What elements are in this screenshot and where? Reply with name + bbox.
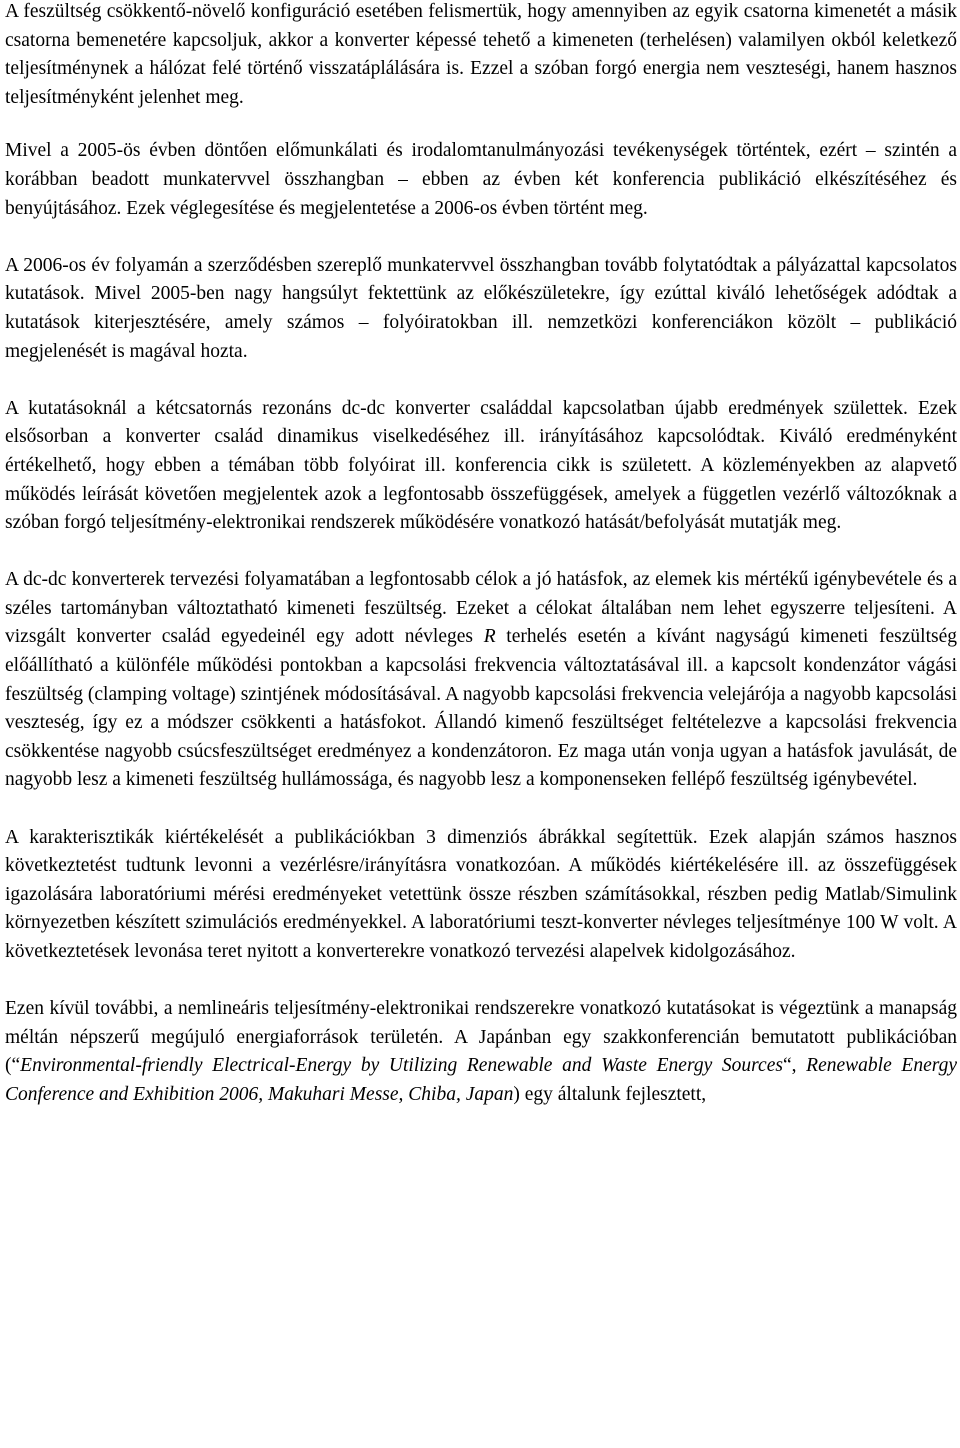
paragraph-design-goals-part2: terhelés esetén a kívánt nagyságú kimeneti feszültség előállítható a különféle működési pontokban a kapcsolási frekvencia változtatásával ill. a kapcsolt kondenzátor vágási feszültség (clamping voltage) szintjének módosításával. A nagyobb kapcsolási frekvencia velejárója a nagyobb kapcsolási veszteség, így ez a módszer csökkenti a hatásfokot. Állandó kimenő feszültséget feltételezve a kapcsolási frekvencia csökkentése nagyobb csúcsfeszültséget eredményez a kondenzátoron. Ez maga után vonja ugyan a hatásfok javulását, de nagyobb lesz a kimeneti feszültség hullámossága, és nagyobb lesz a komponenseken fellépő feszültség igénybevétel. [5,626,957,791]
paragraph-design-goals-part1: A dc-dc konverterek tervezési folyamatában a legfontosabb célok a jó hatásfok, az elemek kis mértékű igénybevétele és a széles tartományban változtatható kimeneti feszültség. Ezeket a célokat általában nem lehet egyszerre teljesíteni. A vizsgált konverter család egyedeinél egy adott névleges [5,569,957,648]
paragraph-2006-research: A 2006-os év folyamán a szerződésben szereplő munkatervvel összhangban tovább folytatódtak a pályázattal kapcsolatos kutatások. Mivel 2005-ben nagy hangsúlyt fektettünk az előkészületekre, így ezúttal kiváló lehetőségek adódtak a kutatások kiterjesztésére, amely számos – folyóiratokban ill. nemzetközi konferenciákon közölt – publikáció megjelenését is magával hozta. [5,254,957,362]
document-page [5,0,957,1110]
paragraph-3d-characteristics: A karakterisztikák kiértékelését a publikációkban 3 dimenziós ábrákkal segítettük. Ezek alapján számos hasznos következtetést tudtunk levonni a vezérlésre/irányításra vonatkozóan. A működés kiértékelésére ill. az összefüggések igazolására laboratóriumi mérési eredményeket vetettünk össze részben számításokkal, részben pedig Matlab/Simulink környezetben készített szimulációs eredményekkel. A laboratóriumi teszt-konverter névleges teljesítménye 100 W volt. A következtetések levonása teret nyitott a konverterekre vonatkozó tervezési alapelvek kidolgozásához. [5,826,957,962]
paragraph-renewable-part2: ) egy általunk fejlesztett, [513,1083,707,1105]
paragraph-design-goals [5,566,957,795]
paragraph-renewable-energy [5,995,957,1109]
publication-title: Environmental-friendly Electrical-Energy by Utilizing Renewable and Waste Energy Sources [20,1055,783,1077]
conference-name: Renewable Energy Conference and Exhibition 2006, Makuhari Messe, Chiba, Japan [5,1055,958,1105]
paragraph-resonant-converter: A kutatásoknál a kétcsatornás rezonáns dc-dc konverter családdal kapcsolatban újabb eredmények születtek. Ezek elsősorban a konverter család dinamikus viselkedéséhez ill. irányításához kapcsolódtak. Kiváló eredményként értékelhető, hogy ebben a témában több folyóirat ill. konferencia cikk is született. A közleményekben az alapvető működés leírását követően megjelentek azok a legfontosabb összefüggések, amelyek a független vezérlő változóknak a szóban forgó teljesítmény-elektronikai rendszerek működésére vonatkozó hatását/befolyását mutatják meg. [5,397,957,534]
paragraph-renewable-separator: “, [782,1055,807,1077]
paragraph-2005-preparations: Mivel a 2005-ös évben döntően előmunkálati és irodalomtanulmányozási tevékenységek történtek, ezért – szintén a korábban beadott munkatervvel összhangban – ebben az évben két konferencia publikáció elkészítéséhez és benyújtásához. Ezek véglegesítése és megjelentetése a 2006-os évben történt meg. [5,140,957,219]
load-symbol-r: R [483,626,496,648]
paragraph-bidirectional-feedback: A feszültség csökkentő-növelő konfiguráció esetében felismertük, hogy amennyiben az egyik csatorna kimenetét a másik csatorna bemenetére kapcsoljuk, akkor a konverter képessé tehető a kimeneten (terhelésen) valamilyen okból keletkező teljesítménynek a hálózat felé történő visszatáplálására is. Ezzel a szóban forgó energia nem veszteségi, hanem hasznos teljesítményként jelenhet meg. [5,1,957,108]
paragraph-renewable-part1: Ezen kívül további, a nemlineáris teljesítmény-elektronikai rendszerekre vonatkozó kutatásokat is végeztünk a manapság méltán népszerű megújuló energiaforrások területén. A Japánban egy szakkonferencián bemutatott publikációban (“ [5,998,957,1077]
